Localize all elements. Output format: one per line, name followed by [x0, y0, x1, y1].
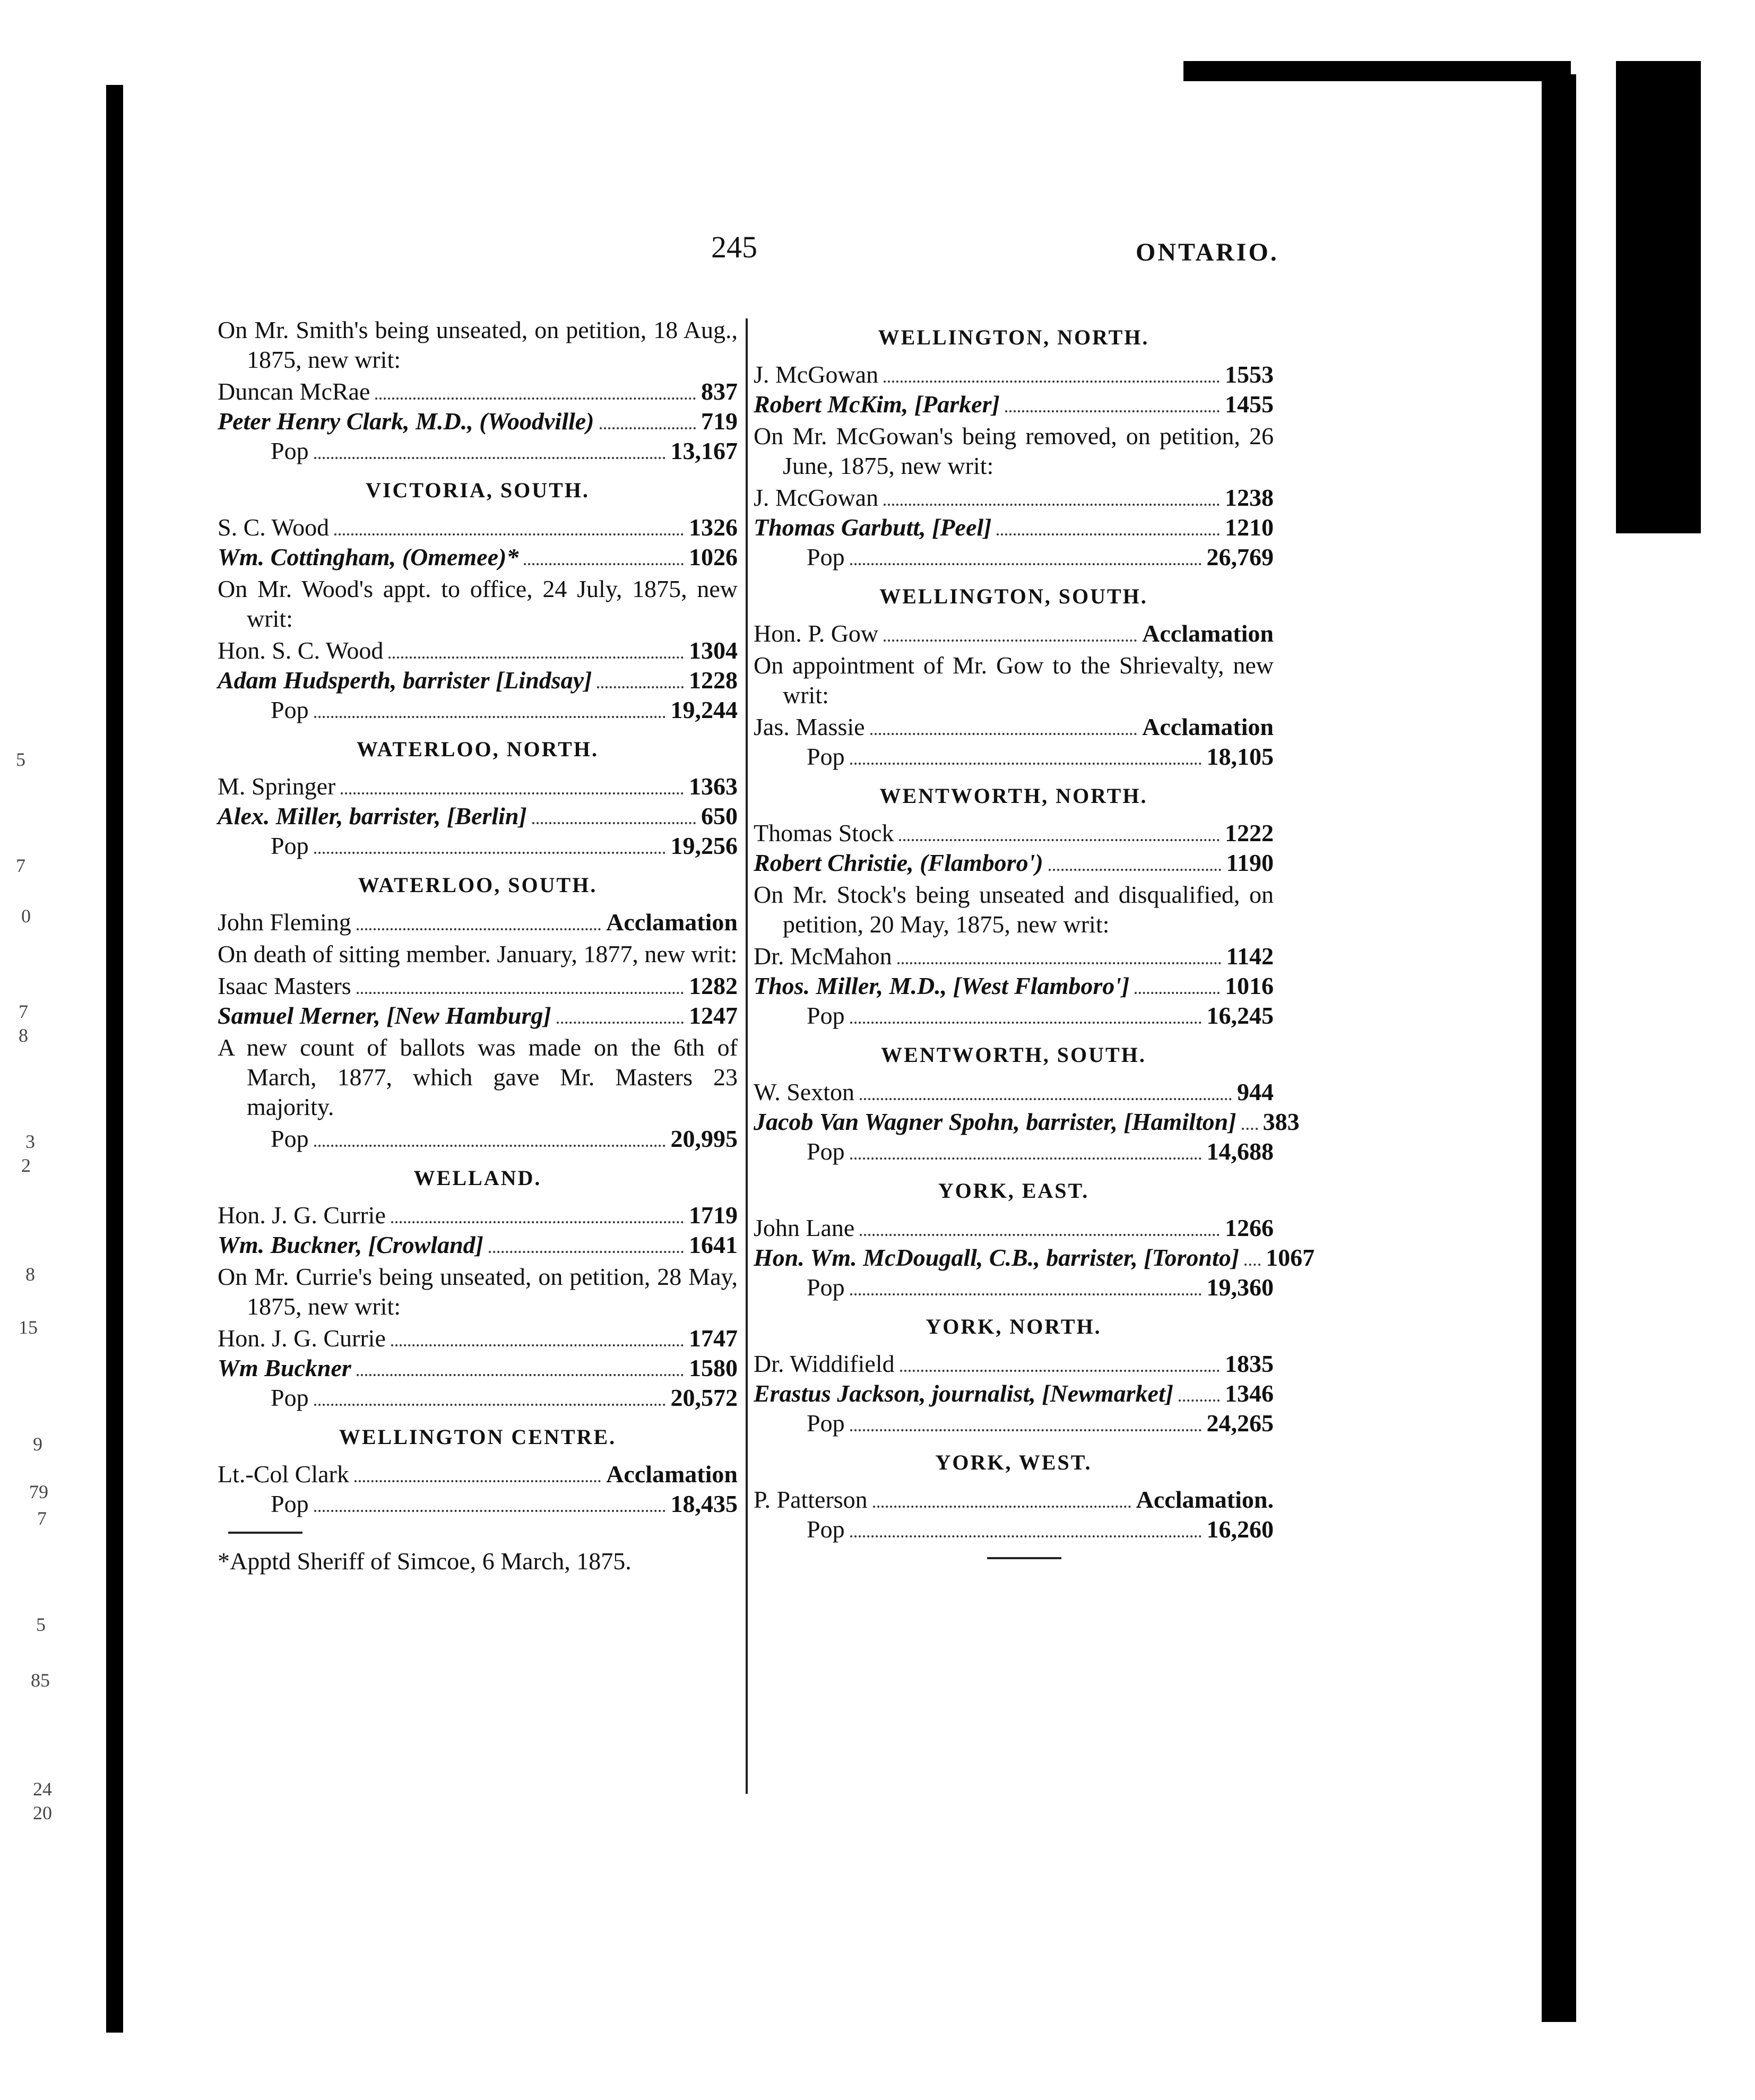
dot-leader	[1005, 410, 1220, 412]
dot-leader	[897, 962, 1221, 964]
population-value: 19,256	[670, 832, 738, 859]
population-label: Pop	[271, 1384, 309, 1411]
constituency-heading: WENTWORTH, SOUTH.	[881, 1043, 1146, 1067]
vote-count: 1282	[689, 972, 738, 999]
margin-mark: 5	[36, 1614, 46, 1635]
candidate-row	[218, 1230, 738, 1260]
population-value: 16,260	[1206, 1516, 1274, 1543]
end-rule	[987, 1557, 1061, 1559]
population-row	[218, 1383, 738, 1413]
constituency-heading: YORK, WEST.	[935, 1450, 1092, 1474]
population-label: Pop	[271, 832, 309, 859]
constituency-section	[218, 476, 738, 725]
election-note: On death of sitting member. January, 1877, new writ:	[218, 940, 738, 967]
population-label: Pop	[807, 743, 845, 770]
candidate-row	[754, 971, 1274, 1001]
margin-mark: 7	[19, 1001, 28, 1022]
candidate-name: Wm. Buckner, [Crowland]	[218, 1231, 483, 1258]
population-label: Pop	[807, 1138, 845, 1165]
candidate-name: Samuel Merner, [New Hamburg]	[218, 1002, 551, 1029]
candidate-name: Jas. Massie	[754, 713, 865, 740]
vote-count: 1190	[1226, 849, 1274, 876]
margin-mark: 79	[29, 1481, 48, 1502]
candidate-row	[218, 1324, 738, 1353]
population-row	[754, 542, 1274, 572]
population-label: Pop	[271, 696, 309, 723]
candidate-name: Dr. Widdifield	[754, 1350, 895, 1377]
vote-count: 1641	[689, 1231, 738, 1258]
constituency-heading: YORK, EAST.	[938, 1179, 1090, 1203]
population-label: Pop	[807, 1274, 845, 1301]
population-value: 20,572	[670, 1384, 738, 1411]
dot-leader	[391, 1344, 684, 1346]
election-note: On Mr. Currie's being unseated, on petition, 28 May, 1875, new writ:	[218, 1263, 738, 1320]
candidate-name: Lt.-Col Clark	[218, 1461, 349, 1488]
candidate-name: Alex. Miller, barrister, [Berlin]	[218, 802, 527, 829]
population-value: 19,360	[1206, 1274, 1274, 1301]
candidate-name: Thos. Miller, M.D., [West Flamboro']	[754, 972, 1130, 999]
vote-count: 1228	[689, 667, 738, 694]
vote-count: 1363	[689, 773, 738, 800]
dot-leader	[357, 1374, 684, 1376]
candidate-name: Erastus Jackson, journalist, [Newmarket]	[754, 1380, 1174, 1407]
candidate-row	[218, 1459, 738, 1489]
dot-leader	[1135, 992, 1220, 994]
candidate-row	[218, 666, 738, 695]
dot-leader	[860, 1234, 1220, 1236]
vote-count: 1026	[689, 543, 738, 571]
candidate-row	[754, 1485, 1274, 1515]
candidate-row	[754, 1107, 1300, 1137]
candidate-row	[218, 1200, 738, 1230]
candidate-name: Peter Henry Clark, M.D., (Woodville)	[218, 408, 594, 435]
candidate-row	[754, 619, 1274, 649]
vote-count: 1247	[689, 1002, 738, 1029]
dot-leader	[600, 427, 696, 429]
dot-leader	[314, 852, 665, 854]
constituency-section	[218, 315, 738, 466]
dot-leader	[314, 1510, 665, 1512]
margin-mark: 9	[33, 1433, 42, 1455]
dot-leader	[850, 563, 1201, 565]
dot-leader	[341, 792, 684, 794]
vote-count: 1747	[689, 1325, 738, 1352]
dot-leader	[391, 1221, 684, 1223]
constituency-heading: VICTORIA, SOUTH.	[366, 478, 590, 502]
vote-count: 1210	[1225, 514, 1274, 541]
margin-mark: 24	[33, 1778, 52, 1800]
vote-count: 650	[701, 802, 738, 829]
dot-leader	[850, 1429, 1201, 1431]
population-value: 18,105	[1206, 743, 1274, 770]
candidate-name: M. Springer	[218, 773, 336, 800]
candidate-name: Robert McKim, [Parker]	[754, 391, 1000, 418]
population-value: 19,244	[670, 696, 738, 723]
election-note: On Mr. Smith's being unseated, on petition, 18 Aug., 1875, new writ:	[218, 316, 738, 373]
dot-leader	[532, 822, 696, 824]
constituency-section	[754, 582, 1274, 772]
population-row	[218, 436, 738, 466]
candidate-row	[754, 360, 1274, 390]
population-row	[218, 695, 738, 725]
candidate-name: Jacob Van Wagner Spohn, barrister, [Hamilton]	[754, 1108, 1237, 1135]
vote-count: 1346	[1225, 1380, 1274, 1407]
candidate-name: J. McGowan	[754, 361, 879, 388]
candidate-row	[218, 1353, 738, 1383]
dot-leader	[334, 533, 684, 535]
constituency-section	[218, 1163, 738, 1413]
candidate-name: Hon. J. G. Currie	[218, 1325, 386, 1352]
far-right-scan-block	[1616, 61, 1701, 533]
dot-leader	[1244, 1264, 1260, 1266]
dot-leader	[850, 1157, 1201, 1160]
population-value: 13,167	[670, 437, 738, 464]
candidate-name: Thomas Garbutt, [Peel]	[754, 514, 992, 541]
candidate-name: Dr. McMahon	[754, 943, 892, 970]
candidate-row	[218, 513, 738, 542]
left-scan-edge	[106, 85, 123, 2033]
dot-leader	[557, 1022, 684, 1024]
margin-mark: 2	[21, 1155, 31, 1176]
dot-leader	[900, 1370, 1220, 1372]
dot-leader	[314, 457, 665, 459]
dot-leader	[997, 533, 1220, 535]
margin-mark: 20	[33, 1802, 52, 1824]
candidate-row	[218, 971, 738, 1001]
candidate-row	[218, 407, 738, 436]
province-title: ONTARIO.	[1136, 238, 1279, 266]
candidate-name: Wm Buckner	[218, 1354, 351, 1381]
dot-leader	[314, 1145, 665, 1147]
end-rule	[228, 1532, 302, 1534]
population-row	[754, 1515, 1274, 1544]
dot-leader	[489, 1251, 684, 1253]
election-note: On appointment of Mr. Gow to the Shrievalty, new writ:	[754, 652, 1274, 708]
constituency-section	[218, 1422, 738, 1519]
population-label: Pop	[807, 543, 845, 571]
vote-count: 1222	[1225, 819, 1274, 846]
right-scan-edge	[1542, 74, 1576, 2022]
dot-leader	[850, 1022, 1201, 1024]
candidate-name: Adam Hudsperth, barrister [Lindsay]	[218, 667, 592, 694]
constituency-section	[218, 870, 738, 1154]
dot-leader	[860, 1098, 1232, 1100]
candidate-row	[754, 712, 1274, 742]
candidate-row	[754, 1077, 1274, 1107]
dot-leader	[388, 656, 684, 659]
election-note: On Mr. McGowan's being removed, on petition, 26 June, 1875, new writ:	[754, 422, 1274, 479]
population-label: Pop	[807, 1516, 845, 1543]
dot-leader	[357, 992, 684, 994]
candidate-row	[754, 1379, 1274, 1408]
population-value: 20,995	[670, 1125, 738, 1152]
candidate-name: Wm. Cottingham, (Omemee)*	[218, 543, 519, 571]
population-label: Pop	[807, 1410, 845, 1437]
vote-count: 1266	[1225, 1214, 1274, 1241]
election-note: On Mr. Wood's appt. to office, 24 July, 1875, new writ:	[218, 575, 738, 632]
constituency-section	[218, 734, 738, 861]
dot-leader	[873, 1506, 1131, 1508]
vote-count: 1455	[1225, 391, 1274, 418]
population-value: 18,435	[670, 1490, 738, 1517]
candidate-name: Robert Christie, (Flamboro')	[754, 849, 1043, 876]
vote-count: 1067	[1266, 1244, 1315, 1271]
population-label: Pop	[271, 437, 309, 464]
vote-count: 1580	[689, 1354, 738, 1381]
margin-mark: 5	[16, 749, 25, 770]
right-column	[754, 313, 1315, 1572]
candidate-row	[218, 1001, 738, 1031]
candidate-row	[754, 513, 1274, 542]
vote-count: Acclamation.	[1136, 1486, 1274, 1513]
candidate-name: Thomas Stock	[754, 819, 894, 846]
dot-leader	[314, 1404, 665, 1406]
vote-count: 1326	[689, 514, 738, 541]
election-note: A new count of ballots was made on the 6th of March, 1877, which gave Mr. Masters 23 majority.	[218, 1034, 738, 1120]
candidate-row	[218, 801, 738, 831]
population-value: 24,265	[1206, 1410, 1274, 1437]
dot-leader	[870, 733, 1137, 735]
candidate-row	[218, 636, 738, 666]
population-label: Pop	[807, 1002, 845, 1029]
candidate-row	[754, 818, 1274, 848]
constituency-section	[754, 1176, 1315, 1302]
left-column	[218, 313, 738, 1576]
candidate-row	[754, 483, 1274, 513]
dot-leader	[1049, 869, 1221, 871]
population-label: Pop	[271, 1125, 309, 1152]
population-row	[754, 742, 1274, 772]
constituency-section	[754, 1040, 1300, 1166]
column-rule	[746, 318, 748, 1794]
margin-mark: 7	[37, 1508, 47, 1529]
candidate-row	[754, 1349, 1274, 1379]
constituency-heading: WENTWORTH, NORTH.	[879, 784, 1148, 808]
vote-count: 1142	[1226, 943, 1274, 970]
dot-leader	[524, 563, 684, 565]
candidate-row	[754, 1213, 1274, 1243]
population-row	[218, 831, 738, 861]
candidate-name: Duncan McRae	[218, 378, 370, 405]
population-row	[754, 1273, 1274, 1302]
vote-count: 1719	[689, 1202, 738, 1229]
footnote: *Apptd Sheriff of Simcoe, 6 March, 1875.	[218, 1548, 632, 1575]
constituency-section	[754, 1312, 1274, 1438]
dot-leader	[850, 763, 1201, 765]
dot-leader	[899, 839, 1220, 841]
constituency-section	[754, 1448, 1274, 1544]
population-row	[754, 1001, 1274, 1031]
vote-count: 837	[701, 378, 738, 405]
candidate-name: Hon. J. G. Currie	[218, 1202, 386, 1229]
candidate-row	[218, 377, 738, 407]
vote-count: Acclamation	[606, 1461, 738, 1488]
population-row	[218, 1489, 738, 1519]
candidate-name: J. McGowan	[754, 484, 879, 511]
constituency-heading: WATERLOO, SOUTH.	[358, 873, 598, 897]
vote-count: Acclamation	[606, 909, 738, 936]
vote-count: Acclamation	[1142, 713, 1274, 740]
population-value: 26,769	[1206, 543, 1274, 571]
dot-leader	[884, 504, 1220, 506]
candidate-row	[754, 390, 1274, 419]
dot-leader	[884, 381, 1220, 383]
population-value: 14,688	[1206, 1138, 1274, 1165]
population-row	[754, 1408, 1274, 1438]
candidate-row	[218, 772, 738, 801]
constituency-section	[754, 323, 1274, 572]
constituency-heading: WATERLOO, NORTH.	[357, 737, 599, 761]
constituency-heading: WELLINGTON, NORTH.	[878, 325, 1149, 349]
constituency-heading: WELLINGTON, SOUTH.	[879, 584, 1148, 608]
dot-leader	[1179, 1399, 1220, 1402]
dot-leader	[1242, 1128, 1258, 1130]
margin-mark: 7	[16, 855, 25, 876]
constituency-section	[754, 781, 1274, 1031]
top-right-scan-edge	[1183, 61, 1571, 81]
margin-mark: 3	[25, 1131, 35, 1152]
candidate-name: Hon. P. Gow	[754, 620, 879, 647]
vote-count: 1553	[1225, 361, 1274, 388]
margin-mark: 8	[19, 1025, 28, 1046]
constituency-heading: WELLAND.	[413, 1166, 542, 1190]
vote-count: 944	[1237, 1078, 1274, 1105]
dot-leader	[375, 397, 696, 400]
vote-count: 1016	[1225, 972, 1274, 999]
candidate-name: P. Patterson	[754, 1486, 868, 1513]
candidate-name: W. Sexton	[754, 1078, 854, 1105]
page-number: 245	[711, 230, 757, 264]
candidate-name: Hon. S. C. Wood	[218, 637, 384, 664]
candidate-row	[754, 1243, 1315, 1273]
margin-mark: 15	[19, 1317, 38, 1338]
dot-leader	[884, 639, 1137, 642]
candidate-row	[754, 848, 1274, 878]
population-value: 16,245	[1206, 1002, 1274, 1029]
candidate-name: John Fleming	[218, 909, 351, 936]
vote-count: 719	[701, 408, 738, 435]
vote-count: 1304	[689, 637, 738, 664]
dot-leader	[355, 1480, 601, 1482]
population-row	[754, 1137, 1274, 1166]
candidate-row	[754, 941, 1274, 971]
candidate-name: John Lane	[754, 1214, 855, 1241]
population-label: Pop	[271, 1490, 309, 1517]
margin-mark: 85	[31, 1670, 50, 1691]
dot-leader	[597, 686, 684, 688]
candidate-row	[218, 908, 738, 937]
candidate-name: S. C. Wood	[218, 514, 330, 541]
vote-count: 1835	[1225, 1350, 1274, 1377]
vote-count: Acclamation	[1142, 620, 1274, 647]
vote-count: 1238	[1225, 484, 1274, 511]
constituency-heading: WELLINGTON CENTRE.	[339, 1425, 617, 1449]
candidate-name: Hon. Wm. McDougall, C.B., barrister, [Toronto]	[754, 1244, 1240, 1271]
election-note: On Mr. Stock's being unseated and disqualified, on petition, 20 May, 1875, new writ:	[754, 881, 1274, 938]
dot-leader	[314, 716, 665, 718]
dot-leader	[850, 1293, 1201, 1295]
candidate-row	[218, 542, 738, 572]
dot-leader	[357, 928, 601, 930]
population-row	[218, 1124, 738, 1154]
constituency-heading: YORK, NORTH.	[926, 1315, 1102, 1338]
dot-leader	[850, 1535, 1201, 1537]
candidate-name: Isaac Masters	[218, 972, 351, 999]
vote-count: 383	[1263, 1108, 1300, 1135]
margin-mark: 0	[21, 905, 31, 927]
margin-mark: 8	[25, 1264, 35, 1285]
